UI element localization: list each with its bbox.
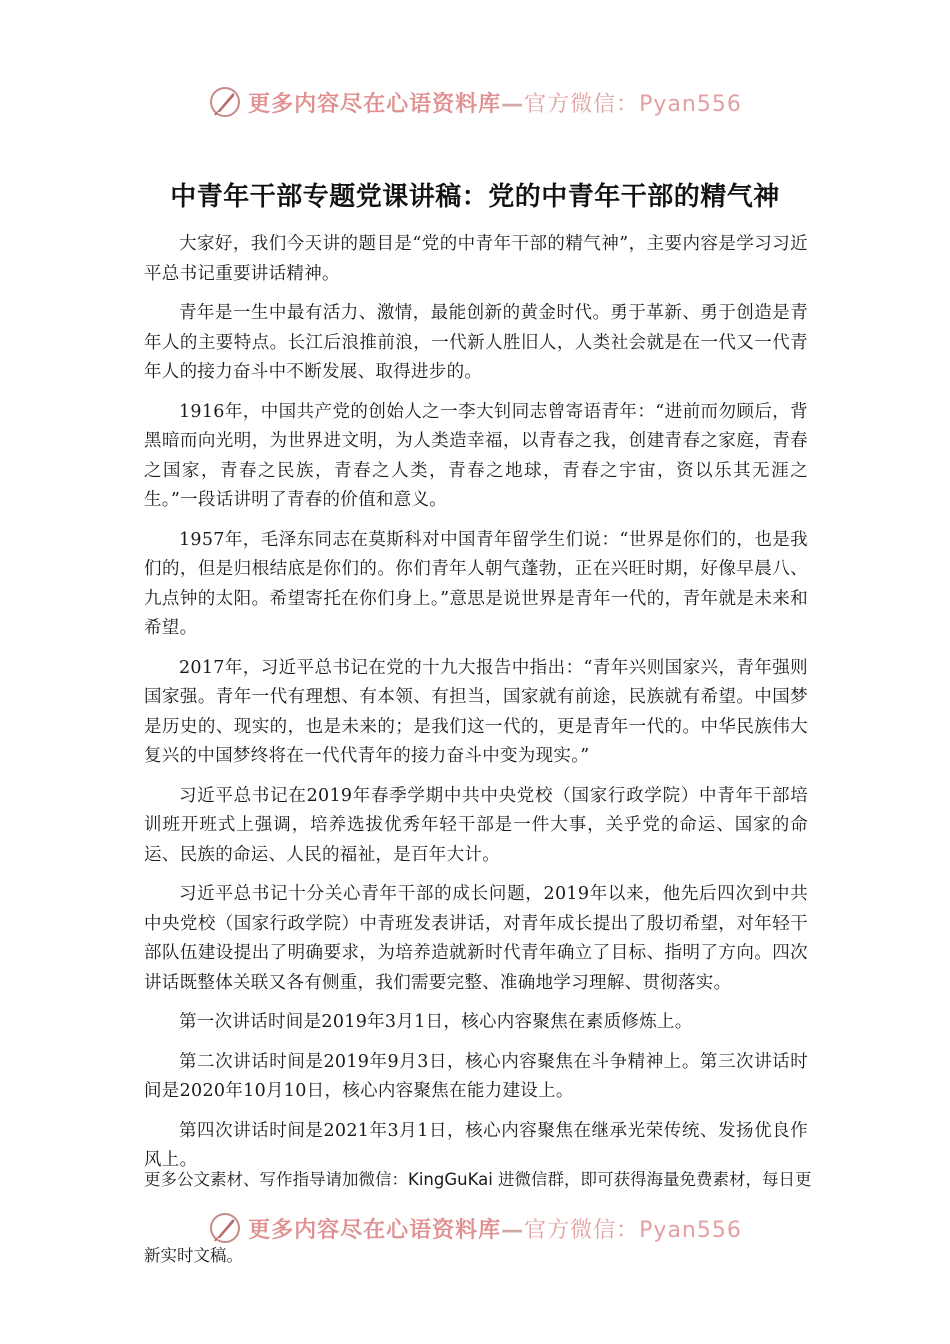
paragraph: 1916年，中国共产党的创始人之一李大钊同志曾寄语青年：“进前而勿顾后，背黑暗而向光明，为世界进文明，为人类造幸福，以青春之我，创建青春之家庭，青春之国家，青春之民族，青春之人类，青春之地球，青春之宇宙，资以乐其无涯之生。”一段话讲明了青春的价值和意义。 bbox=[144, 401, 808, 510]
paragraph: 青年是一生中最有活力、激情，最能创新的黄金时代。勇于革新、勇于创造是青年人的主要特点。长江后浪推前浪，一代新人胜旧人，人类社会就是在一代又一代青年人的接力奋斗中不断发展、取得进步的。 bbox=[144, 303, 808, 382]
document-body bbox=[144, 230, 808, 1186]
watermark-site-name: 更多内容尽在心语资料库 bbox=[248, 91, 502, 117]
footer-promo-suffix: 进微信群，即可获得海量免费素材，每日更 bbox=[492, 1170, 812, 1189]
paragraph: 习近平总书记在2019年春季学期中共中央党校（国家行政学院）中青年干部培训班开班式上强调，培养选拔优秀年轻干部是一件大事，关乎党的命运、国家的命运、民族的命运、人民的福祉，是百年大计。 bbox=[144, 785, 808, 865]
footer-promo-prefix: 更多公文素材、写作指导请加微信： bbox=[144, 1170, 408, 1189]
document-title: 中青年干部专题党课讲稿：党的中青年干部的精气神 bbox=[170, 182, 780, 212]
watermark-wechat: 官方微信：Pyan556 bbox=[524, 1217, 742, 1243]
watermark-dash: — bbox=[501, 1217, 525, 1243]
footer-promo-line bbox=[144, 1168, 824, 1192]
footer-wechat-id: KingGuKai bbox=[408, 1170, 493, 1189]
footer-promo-line-continued: 新实时文稿。 bbox=[144, 1246, 243, 1265]
paragraph: 1957年，毛泽东同志在莫斯科对中国青年留学生们说：“世界是你们的，也是我们的，但是归根结底是你们的。你们青年人朝气蓬勃，正在兴旺时期，好像早晨八、九点钟的太阳。希望寄托在你们身上。”意思是说世界是青年一代的，青年就是未来和希望。 bbox=[144, 529, 808, 638]
paragraph: 第二次讲话时间是2019年9月3日，核心内容聚焦在斗争精神上。第三次讲话时间是2020年10月10日，核心内容聚焦在能力建设上。 bbox=[144, 1051, 808, 1101]
watermark-wechat: 官方微信：Pyan556 bbox=[524, 91, 742, 117]
watermark-text bbox=[248, 87, 742, 118]
paragraph: 第四次讲话时间是2021年3月1日，核心内容聚焦在继承光荣传统、发扬优良作风上。 bbox=[144, 1120, 808, 1170]
footer-watermark-banner bbox=[0, 1208, 950, 1248]
paragraph: 大家好，我们今天讲的题目是“党的中青年干部的精气神”，主要内容是学习习近平总书记重要讲话精神。 bbox=[144, 234, 808, 284]
paragraph: 第一次讲话时间是2019年3月1日，核心内容聚焦在素质修炼上。 bbox=[179, 1012, 693, 1032]
watermark-text bbox=[248, 1213, 742, 1244]
paragraph: 习近平总书记十分关心青年干部的成长问题，2019年以来，他先后四次到中共中央党校（国家行政学院）中青班发表讲话，对青年成长提出了殷切希望，对年轻干部队伍建设提出了明确要求，为培养造就新时代青年确立了目标、指明了方向。四次讲话既整体关联又各有侧重，我们需要完整、准确地学习理解、贯彻落实。 bbox=[144, 884, 808, 993]
watermark-dash: — bbox=[501, 91, 525, 117]
watermark-site-name: 更多内容尽在心语资料库 bbox=[248, 1217, 502, 1243]
paragraph: 2017年，习近平总书记在党的十九大报告中指出：“青年兴则国家兴，青年强则国家强。青年一代有理想、有本领、有担当，国家就有前途，民族就有希望。中国梦是历史的、现实的，也是未来的；是我们这一代的，更是青年一代的。中华民族伟大复兴的中国梦终将在一代代青年的接力奋斗中变为现实。” bbox=[144, 657, 808, 766]
header-watermark-banner bbox=[0, 82, 950, 122]
quill-pen-logo-icon bbox=[208, 85, 242, 119]
quill-pen-logo-icon bbox=[208, 1211, 242, 1245]
